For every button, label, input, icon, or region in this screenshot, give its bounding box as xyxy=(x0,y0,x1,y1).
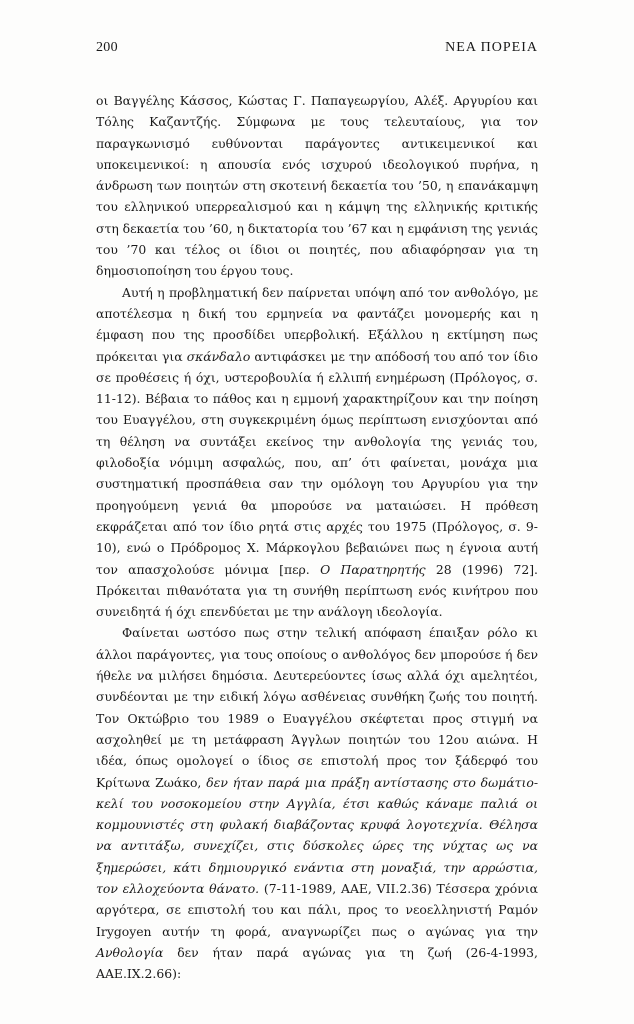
body-text xyxy=(96,90,538,984)
page-number: 200 xyxy=(96,40,118,55)
italic-text: σκάνδαλο xyxy=(186,348,251,364)
text-run: Φαίνεται ωστόσο πως στην τελική απόφαση έπαιξαν ρόλο κι άλλοι παράγοντες, για τους οποίους ο ανθολόγος δεν μπορούσε ή δεν ήθελε να μιλήσει δημόσια. Δευτερεύοντες ίσως αλλά όχι αμελητέοι, συνδέονται με την ειδική λόγω ασθένειας συνθήκη ζωής του ποιητή. Τον Οκτώβριο του 1989 ο Ευαγγέλου σκέφτεται προς στιγμή να ασχοληθεί με τη μετάφραση Άγγλων ποιητών του 12ου αιώνα. Η ιδέα, όπως ομολογεί ο ίδιος σε επιστολή προς τον ξάδερφό του Κρίτωνα Ζωάκο, xyxy=(96,625,538,790)
text-run: οι Βαγγέλης Κάσσος, Κώστας Γ. Παπαγεωργίου, Αλέξ. Αργυρίου και Τόλης Καζαντζής. Σύμφωνα με τους τελευταίους, για τον παραγκωνισμό ευθύνονται παράγοντες αντικειμενικοί και υποκειμενικοί: η απουσία ενός ισχυρού ιδεολογικού πυρήνα, η άνδρωση των ποιητών στη σκοτεινή δεκαετία του ’50, η επανάκαμψη του ελληνικού υπερρεαλισμού και η κάμψη της ελληνικής κριτικής στη δεκαετία του ’60, η δικτατορία του ’67 και η εμφάνιση της γενιάς του ’70 και τέλος οι ίδιοι οι ποιητές, που αδιαφόρησαν για τη δημοσιοποίηση του έργου τους. xyxy=(96,93,538,279)
page-header xyxy=(96,40,538,60)
text-run: (7-11-1989, ΑΑΕ, VII.2.36) Τέσσερα χρόνια αργότερα, σε επιστολή του και πάλι, προς το νεοελληνιστή Ραμόν Irygoyen αυτήν τη φορά, αναγνωρίζει πως ο αγώνας για την xyxy=(96,880,538,939)
italic-text: Ανθολογία xyxy=(96,944,164,960)
italic-text: δεν ήταν παρά μια πράξη αντίστασης στο δωμάτιο-κελί του νοσοκομείου στην Αγγλία, έτσι καθώς κάναμε παλιά οι κομμουνιστές στη φυλακή διαβάζοντας κρυφά λογοτεχνία. Θέλησα να αντιτάξω, συνεχίζει, στις δύσκολες ώρες της νύχτας ως να ξημερώσει, κάτι δημιουργικό ενάντια στη μοναξιά, την αρρώστια, τον ελλοχεύοντα θάνατο. xyxy=(96,774,539,896)
paragraph xyxy=(96,90,538,282)
paragraph xyxy=(96,622,538,984)
text-run: 28 (1996) 72]. Πρόκειται πιθανότατα για τη συνήθη περίπτωση ενός κινήτρου που συνειδητά ή όχι επενδύεται με την ανάλογη ιδεολογία. xyxy=(96,561,538,620)
text-run: δεν ήταν παρά αγώνας για τη ζωή (26-4-1993, ΑΑΕ.IX.2.66): xyxy=(96,944,538,982)
italic-text: Ο Παρατηρητής xyxy=(320,561,426,577)
text-run: Αυτή η προβληματική δεν παίρνεται υπόψη από τον ανθολόγο, με αποτέλεσμα η δική του ερμηνεία να φαντάζει μονομερής και η έμφαση που της προσδίδει υπερβολική. Εξάλλου η εκτίμηση πως πρόκειται για xyxy=(96,284,538,364)
text-run: αντιφάσκει με την απόδοσή του από τον ίδιο σε προθέσεις ή όχι, υστεροβουλία ή ελλιπή ενημέρωση (Πρόλογος, σ. 11-12). Βέβαια το πάθος και η εμμονή χαρακτηρίζουν και την ποίηση του Ευαγγέλου, στη συγκεκριμένη όμως περίπτωση ενισχύονται από τη θέληση να συντάξει εκείνος την ανθολογία της γενιάς του, φιλοδοξία νόμιμη ασφαλώς, που, απ’ ότι φαίνεται, μονάχα μια συστηματική προσπάθεια σαν την ομόλογη του Αργυρίου για την προηγούμενη γενιά θα μπορούσε να ματαιώσει. Η πρόθεση εκφράζεται από τον ίδιο ρητά στις αρχές του 1975 (Πρόλογος, σ. 9-10), ενώ ο Πρόδρομος Χ. Μάρκογλου βεβαιώνει πως η έγνοια αυτή τον απασχολούσε μόνιμα [περ. xyxy=(96,348,539,577)
paragraph xyxy=(96,282,538,623)
running-title: ΝΕΑ ΠΟΡΕΙΑ xyxy=(445,40,538,55)
